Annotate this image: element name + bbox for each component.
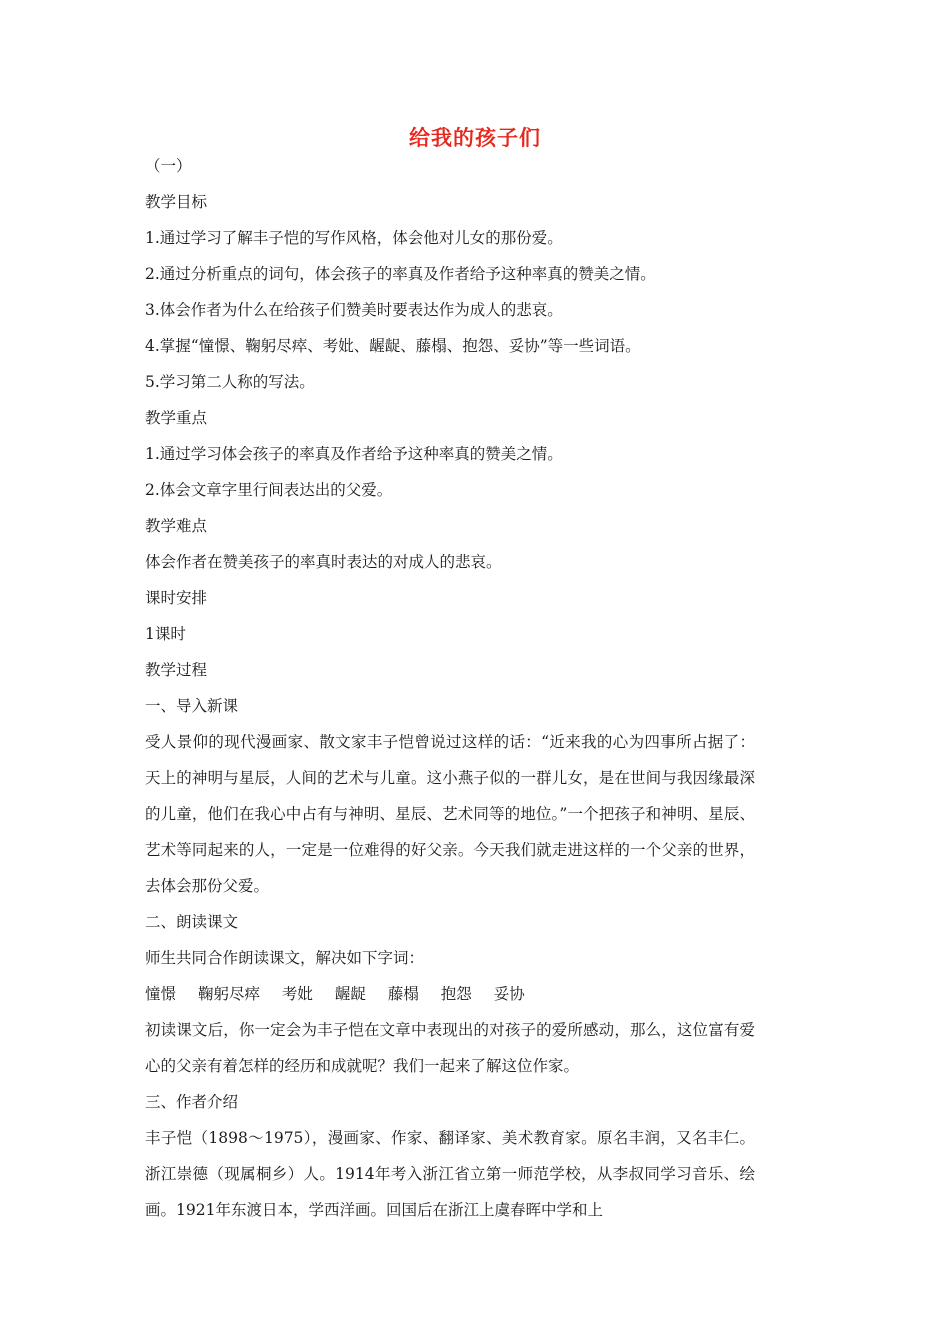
document-body — [145, 148, 755, 1228]
goal-item: 1.通过学习了解丰子恺的写作风格，体会他对儿女的那份爱。 — [145, 229, 563, 247]
section-heading: 一、导入新课 — [145, 697, 239, 715]
section-paragraph: 丰子恺（1898～1975），漫画家、作家、翻译家、美术教育家。原名丰润，又名丰仁。浙江崇德（现属桐乡）人。1914年考入浙江省立第一师范学校，从李叔同学习音乐、绘画。1921年东渡日本，学西洋画。回国后在浙江上虞春晖中学和上 — [145, 1129, 755, 1219]
section-heading: 三、作者介绍 — [145, 1093, 239, 1111]
goal-item: 5.学习第二人称的写法。 — [145, 373, 315, 391]
vocab-list — [145, 976, 755, 1012]
process-heading: 教学过程 — [145, 661, 208, 679]
vocab-word: 藤榻 — [387, 985, 419, 1003]
section-paragraph: 受人景仰的现代漫画家、散文家丰子恺曾说过这样的话：“近来我的心为四事所占据了：天上的神明与星辰，人间的艺术与儿童。这小燕子似的一群儿女，是在世间与我因缘最深的儿童，他们在我心中占有与神明、星辰、艺术同等的地位。”一个把孩子和神明、星辰、艺术等同起来的人，一定是一位难得的好父亲。今天我们就走进这样的一个父亲的世界，去体会那份父爱。 — [145, 733, 755, 895]
section-heading: 二、朗读课文 — [145, 913, 239, 931]
vocab-word: 鞠躬尽瘁 — [197, 985, 260, 1003]
key-point-item: 1.通过学习体会孩子的率真及作者给予这种率真的赞美之情。 — [145, 445, 563, 463]
goals-heading: 教学目标 — [145, 193, 208, 211]
part-label: （一） — [145, 157, 192, 175]
section-intro: 师生共同合作朗读课文，解决如下字词： — [145, 949, 425, 967]
difficulty-text: 体会作者在赞美孩子的率真时表达的对成人的悲哀。 — [145, 553, 502, 571]
key-points-heading: 教学重点 — [145, 409, 208, 427]
schedule-heading: 课时安排 — [145, 589, 208, 607]
schedule-text: 1课时 — [145, 625, 186, 643]
vocab-word: 抱怨 — [440, 985, 472, 1003]
vocab-word: 憧憬 — [145, 985, 177, 1003]
goal-item: 2.通过分析重点的词句，体会孩子的率真及作者给予这种率真的赞美之情。 — [145, 265, 656, 283]
goal-item: 3.体会作者为什么在给孩子们赞美时要表达作为成人的悲哀。 — [145, 301, 563, 319]
goal-item: 4.掌握“憧憬、鞠躬尽瘁、考妣、龌龊、藤榻、抱怨、妥协”等一些词语。 — [145, 337, 641, 355]
section-paragraph: 初读课文后，你一定会为丰子恺在文章中表现出的对孩子的爱所感动，那么，这位富有爱心的父亲有着怎样的经历和成就呢？我们一起来了解这位作家。 — [145, 1021, 755, 1075]
key-point-item: 2.体会文章字里行间表达出的父爱。 — [145, 481, 393, 499]
vocab-word: 考妣 — [281, 985, 313, 1003]
vocab-word: 妥协 — [493, 985, 525, 1003]
document-title: 给我的孩子们 — [409, 126, 541, 150]
difficulty-heading: 教学难点 — [145, 517, 208, 535]
vocab-word: 龌龊 — [334, 985, 366, 1003]
